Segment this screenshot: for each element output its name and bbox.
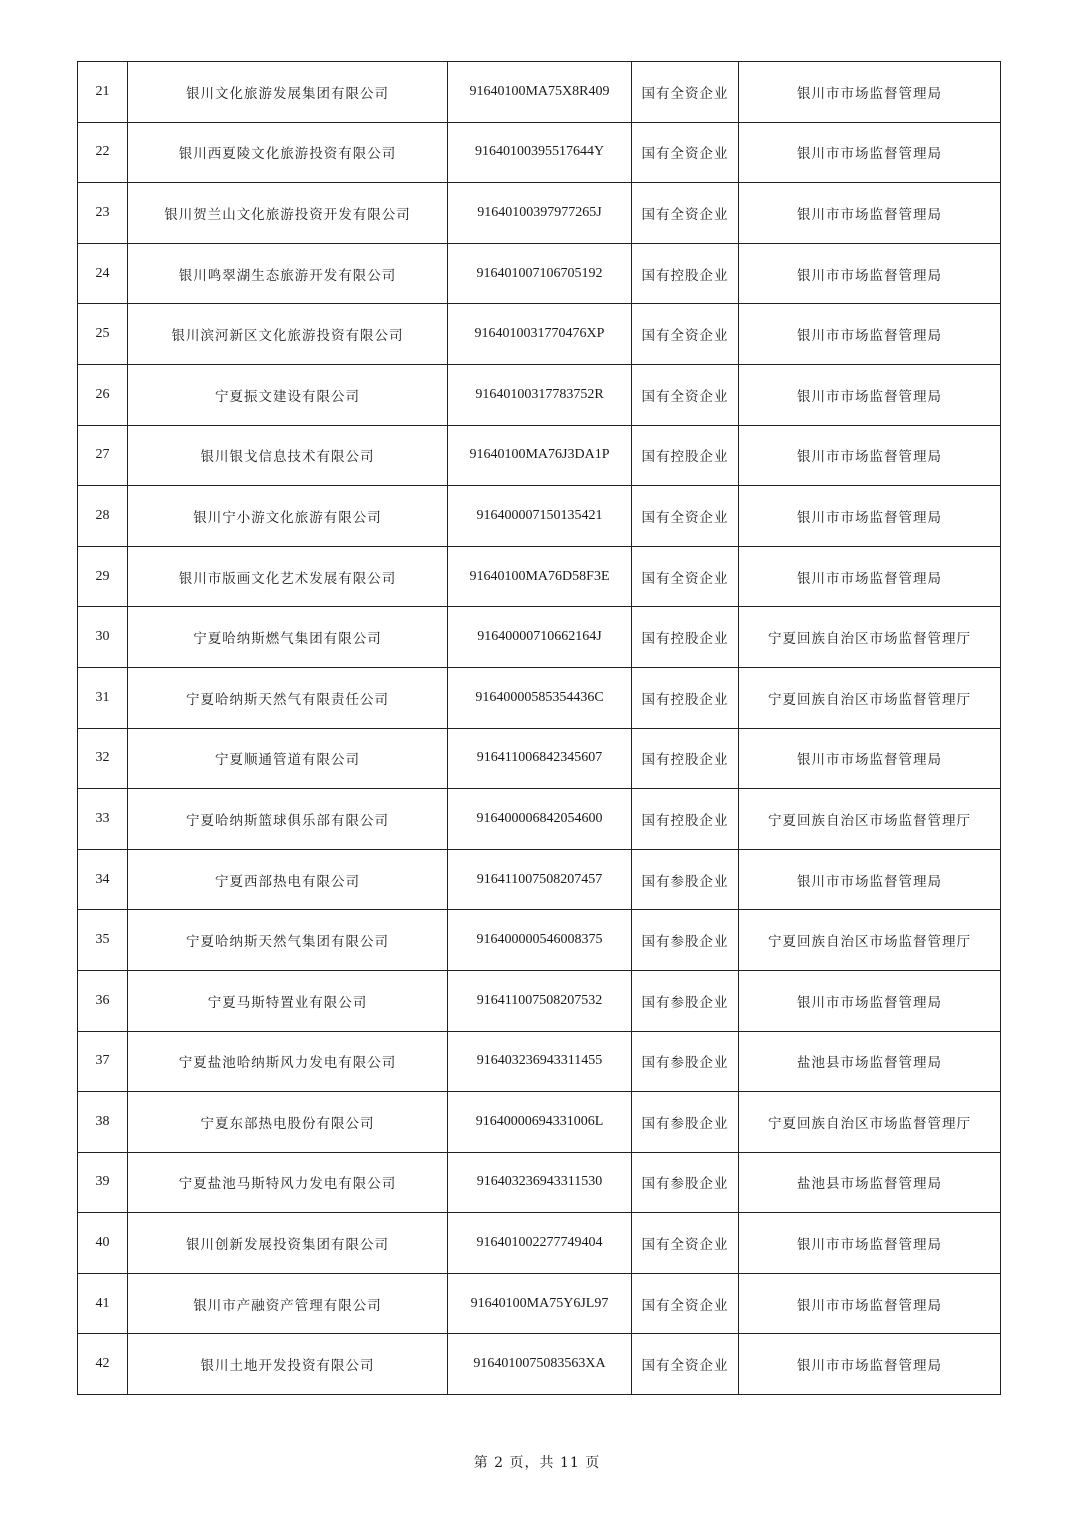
- company-name: 宁夏盐池哈纳斯风力发电有限公司: [128, 1031, 448, 1092]
- table-row: [78, 970, 1001, 1031]
- registration-authority: 银川市市场监督管理局: [739, 970, 1001, 1031]
- registration-authority: 银川市市场监督管理局: [739, 364, 1001, 425]
- registration-authority: 盐池县市场监督管理局: [739, 1152, 1001, 1213]
- registration-authority: 宁夏回族自治区市场监督管理厅: [739, 789, 1001, 850]
- credit-code: 916403236943311455: [448, 1031, 632, 1092]
- table-row: [78, 546, 1001, 607]
- company-name: 宁夏哈纳斯天然气有限责任公司: [128, 667, 448, 728]
- table-row: [78, 1092, 1001, 1153]
- enterprise-type: 国有参股企业: [632, 970, 739, 1031]
- company-name: 宁夏哈纳斯燃气集团有限公司: [128, 607, 448, 668]
- row-number: 25: [78, 304, 128, 365]
- row-number: 34: [78, 849, 128, 910]
- registration-authority: 银川市市场监督管理局: [739, 546, 1001, 607]
- credit-code: 916401007106705192: [448, 243, 632, 304]
- enterprise-type: 国有控股企业: [632, 607, 739, 668]
- table-row: [78, 910, 1001, 971]
- enterprise-type: 国有参股企业: [632, 1092, 739, 1153]
- company-name: 宁夏马斯特置业有限公司: [128, 970, 448, 1031]
- enterprise-type: 国有控股企业: [632, 425, 739, 486]
- credit-code: 916411006842345607: [448, 728, 632, 789]
- credit-code: 9164010075083563XA: [448, 1334, 632, 1395]
- registration-authority: 宁夏回族自治区市场监督管理厅: [739, 910, 1001, 971]
- credit-code: 91640100317783752R: [448, 364, 632, 425]
- registration-authority: 宁夏回族自治区市场监督管理厅: [739, 607, 1001, 668]
- table-row: [78, 1031, 1001, 1092]
- credit-code: 916400007150135421: [448, 486, 632, 547]
- company-name: 宁夏哈纳斯篮球俱乐部有限公司: [128, 789, 448, 850]
- registration-authority: 银川市市场监督管理局: [739, 243, 1001, 304]
- credit-code: 916411007508207532: [448, 970, 632, 1031]
- credit-code: 91640100MA76D58F3E: [448, 546, 632, 607]
- enterprise-type: 国有参股企业: [632, 1152, 739, 1213]
- row-number: 24: [78, 243, 128, 304]
- company-name: 宁夏东部热电股份有限公司: [128, 1092, 448, 1153]
- row-number: 27: [78, 425, 128, 486]
- table-row: [78, 1213, 1001, 1274]
- row-number: 21: [78, 62, 128, 123]
- credit-code: 91640100397977265J: [448, 183, 632, 244]
- registration-authority: 银川市市场监督管理局: [739, 425, 1001, 486]
- company-name: 银川宁小游文化旅游有限公司: [128, 486, 448, 547]
- enterprise-type: 国有控股企业: [632, 243, 739, 304]
- row-number: 40: [78, 1213, 128, 1274]
- row-number: 33: [78, 789, 128, 850]
- registration-authority: 银川市市场监督管理局: [739, 1334, 1001, 1395]
- table-row: [78, 667, 1001, 728]
- company-name: 宁夏振文建设有限公司: [128, 364, 448, 425]
- registration-authority: 银川市市场监督管理局: [739, 1213, 1001, 1274]
- company-name: 银川市产融资产管理有限公司: [128, 1273, 448, 1334]
- credit-code: 91640000585354436C: [448, 667, 632, 728]
- enterprise-type: 国有全资企业: [632, 122, 739, 183]
- credit-code: 916403236943311530: [448, 1152, 632, 1213]
- enterprise-type: 国有全资企业: [632, 62, 739, 123]
- registration-authority: 银川市市场监督管理局: [739, 122, 1001, 183]
- company-name: 银川西夏陵文化旅游投资有限公司: [128, 122, 448, 183]
- enterprise-table: [77, 61, 1001, 1395]
- enterprise-type: 国有全资企业: [632, 364, 739, 425]
- enterprise-type: 国有全资企业: [632, 304, 739, 365]
- company-name: 宁夏顺通管道有限公司: [128, 728, 448, 789]
- registration-authority: 银川市市场监督管理局: [739, 849, 1001, 910]
- enterprise-type: 国有全资企业: [632, 486, 739, 547]
- table-row: [78, 1152, 1001, 1213]
- enterprise-type: 国有控股企业: [632, 789, 739, 850]
- credit-code: 91640100MA76J3DA1P: [448, 425, 632, 486]
- credit-code: 91640100MA75X8R409: [448, 62, 632, 123]
- credit-code: 916400000546008375: [448, 910, 632, 971]
- row-number: 41: [78, 1273, 128, 1334]
- credit-code: 91640100MA75Y6JL97: [448, 1273, 632, 1334]
- credit-code: 91640100395517644Y: [448, 122, 632, 183]
- row-number: 39: [78, 1152, 128, 1213]
- table-row: [78, 789, 1001, 850]
- enterprise-type: 国有全资企业: [632, 546, 739, 607]
- company-name: 银川土地开发投资有限公司: [128, 1334, 448, 1395]
- row-number: 42: [78, 1334, 128, 1395]
- table-row: [78, 122, 1001, 183]
- table-row: [78, 364, 1001, 425]
- table-row: [78, 607, 1001, 668]
- row-number: 26: [78, 364, 128, 425]
- company-name: 银川创新发展投资集团有限公司: [128, 1213, 448, 1274]
- enterprise-type: 国有全资企业: [632, 1334, 739, 1395]
- row-number: 22: [78, 122, 128, 183]
- enterprise-type: 国有全资企业: [632, 1213, 739, 1274]
- row-number: 30: [78, 607, 128, 668]
- credit-code: 916411007508207457: [448, 849, 632, 910]
- enterprise-type: 国有控股企业: [632, 667, 739, 728]
- row-number: 32: [78, 728, 128, 789]
- credit-code: 916400006842054600: [448, 789, 632, 850]
- company-name: 银川文化旅游发展集团有限公司: [128, 62, 448, 123]
- company-name: 银川鸣翠湖生态旅游开发有限公司: [128, 243, 448, 304]
- table-row: [78, 243, 1001, 304]
- registration-authority: 盐池县市场监督管理局: [739, 1031, 1001, 1092]
- table-row: [78, 304, 1001, 365]
- registration-authority: 银川市市场监督管理局: [739, 183, 1001, 244]
- company-name: 银川滨河新区文化旅游投资有限公司: [128, 304, 448, 365]
- company-name: 宁夏哈纳斯天然气集团有限公司: [128, 910, 448, 971]
- credit-code: 916401002277749404: [448, 1213, 632, 1274]
- company-name: 银川银戈信息技术有限公司: [128, 425, 448, 486]
- registration-authority: 银川市市场监督管理局: [739, 304, 1001, 365]
- company-name: 宁夏盐池马斯特风力发电有限公司: [128, 1152, 448, 1213]
- table-row: [78, 183, 1001, 244]
- table-row: [78, 849, 1001, 910]
- enterprise-type: 国有全资企业: [632, 183, 739, 244]
- registration-authority: 银川市市场监督管理局: [739, 728, 1001, 789]
- company-name: 银川贺兰山文化旅游投资开发有限公司: [128, 183, 448, 244]
- table-row: [78, 62, 1001, 123]
- row-number: 37: [78, 1031, 128, 1092]
- enterprise-type: 国有控股企业: [632, 728, 739, 789]
- company-name: 银川市版画文化艺术发展有限公司: [128, 546, 448, 607]
- enterprise-type: 国有参股企业: [632, 849, 739, 910]
- registration-authority: 银川市市场监督管理局: [739, 1273, 1001, 1334]
- page-number: 第 2 页，共 11 页: [473, 1455, 601, 1471]
- enterprise-type: 国有参股企业: [632, 1031, 739, 1092]
- enterprise-type: 国有全资企业: [632, 1273, 739, 1334]
- row-number: 35: [78, 910, 128, 971]
- enterprise-type: 国有参股企业: [632, 910, 739, 971]
- row-number: 28: [78, 486, 128, 547]
- company-name: 宁夏西部热电有限公司: [128, 849, 448, 910]
- registration-authority: 宁夏回族自治区市场监督管理厅: [739, 1092, 1001, 1153]
- table-row: [78, 425, 1001, 486]
- row-number: 31: [78, 667, 128, 728]
- row-number: 36: [78, 970, 128, 1031]
- table-row: [78, 728, 1001, 789]
- table-body: [78, 62, 1001, 1395]
- credit-code: 91640000694331006L: [448, 1092, 632, 1153]
- table-row: [78, 1334, 1001, 1395]
- registration-authority: 宁夏回族自治区市场监督管理厅: [739, 667, 1001, 728]
- credit-code: 9164010031770476XP: [448, 304, 632, 365]
- credit-code: 91640000710662164J: [448, 607, 632, 668]
- table-row: [78, 486, 1001, 547]
- table-row: [78, 1273, 1001, 1334]
- row-number: 38: [78, 1092, 128, 1153]
- row-number: 23: [78, 183, 128, 244]
- registration-authority: 银川市市场监督管理局: [739, 486, 1001, 547]
- registration-authority: 银川市市场监督管理局: [739, 62, 1001, 123]
- row-number: 29: [78, 546, 128, 607]
